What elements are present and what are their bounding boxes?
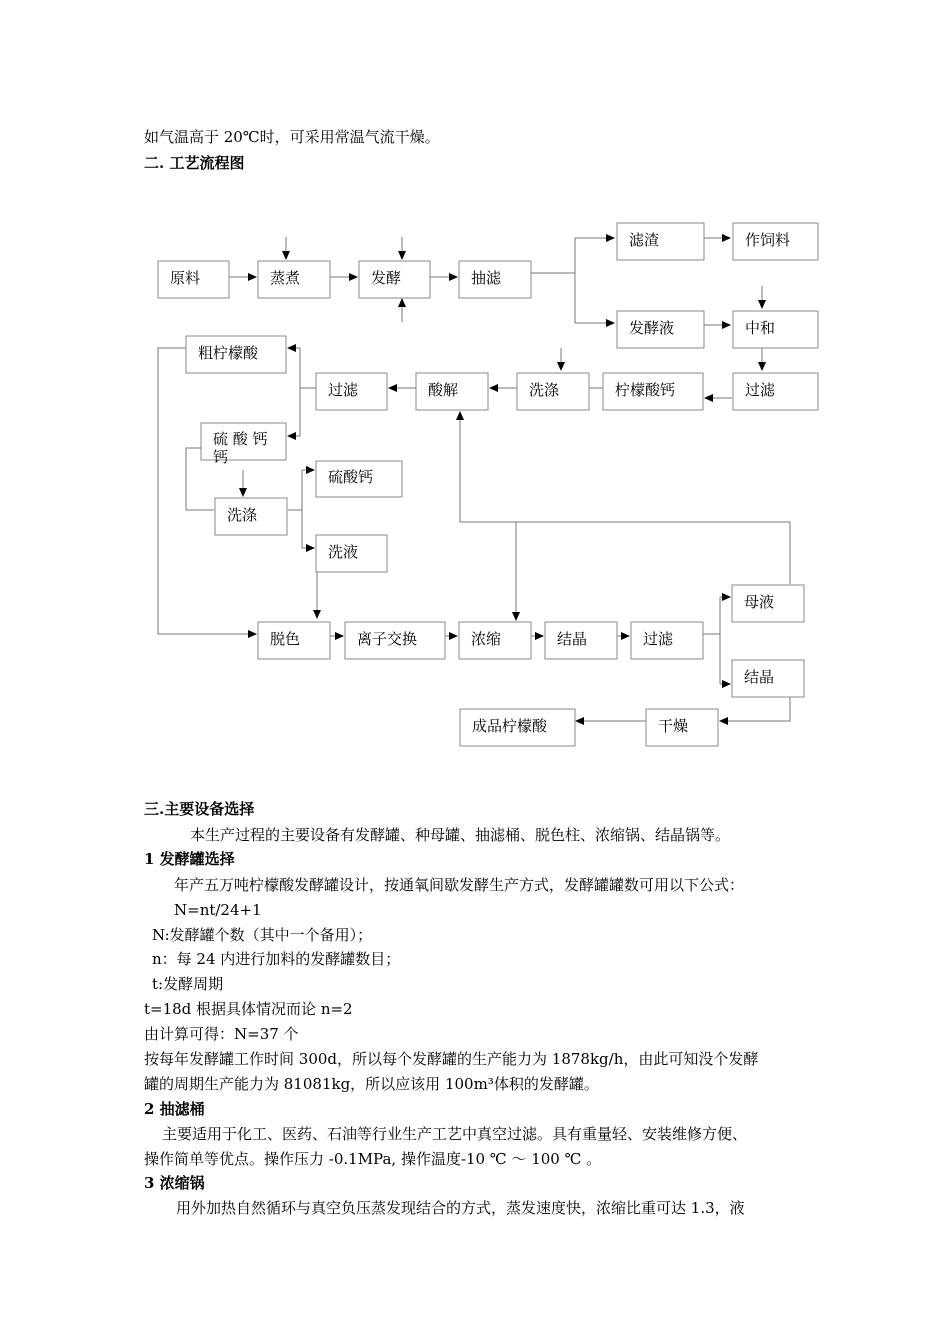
node-label: 发酵 [371,269,402,287]
line-jiejing2-ganzao [720,697,790,721]
node-chengpin [460,709,575,746]
node-label: 抽滤 [471,269,502,287]
definition-t: t:发酵周期 [152,975,224,993]
node-zhengzhu [258,261,330,298]
node-label: 原料 [170,269,201,287]
node-muye [732,585,804,622]
node-guolv-bottom [631,622,703,659]
fermenter-formula: N=nt/24+1 [174,901,262,919]
node-label: 离子交换 [357,630,418,648]
section-title-process-flow: 二. 工艺流程图 [144,154,245,172]
node-jiejing-1 [545,622,617,659]
subsection-title-filter-bucket: 2 抽滤桶 [144,1100,205,1118]
equipment-paragraph: 本生产过程的主要设备有发酵罐、种母罐、抽滤桶、脱色柱、浓缩锅、结晶锅等。 [190,826,731,844]
node-nongsuo [459,622,531,659]
node-label: 中和 [745,319,776,337]
evaporator-line-1: 用外加热自然循环与真空负压蒸发现结合的方式，蒸发速度快，浓缩比重可达 1.3，液 [176,1199,745,1217]
node-guolv-right [733,373,818,410]
calculation-result: 由计算可得：N=37 个 [144,1025,299,1043]
node-label: 作饲料 [745,231,791,249]
node-xiye [316,535,387,572]
node-label: 过滤 [643,630,674,648]
intro-line: 如气温高于 20℃时，可采用常温气流干燥。 [144,128,440,146]
node-cu-ningmengsuan [186,336,286,373]
definition-N: N:发酵罐个数（其中一个备用）； [152,926,373,944]
subsection-title-evaporator: 3 浓缩锅 [144,1174,205,1192]
node-label: 过滤 [745,381,776,399]
node-label: 母液 [744,593,775,611]
node-ningmengsuangai [603,373,703,410]
node-label-line2: 钙 [213,448,229,466]
node-label: 成品柠檬酸 [472,717,548,735]
node-label: 浓缩 [471,630,502,648]
node-label: 酸解 [428,381,459,399]
node-label: 发酵液 [629,319,675,337]
node-label: 洗涤 [529,381,560,399]
subsection-title-fermenter: 1 发酵罐选择 [144,850,235,868]
node-label: 蒸煮 [270,269,301,287]
fermenter-paragraph: 年产五万吨柠檬酸发酵罐设计，按通氧间歇发酵生产方式，发酵罐罐数可用以下公式： [174,876,745,894]
node-xidi-2 [215,498,287,535]
node-label: 脱色 [270,630,301,648]
node-label-line1: 硫 酸 钙 [213,430,268,448]
node-label: 过滤 [328,381,359,399]
node-label: 粗柠檬酸 [198,344,259,362]
node-ganzao [646,709,718,746]
node-zhonghe [733,311,818,348]
node-lvzha [617,223,704,260]
node-liusuangai-a [201,423,286,466]
node-label: 柠檬酸钙 [615,381,676,399]
node-jiejing-2 [732,660,804,697]
node-suanjie [416,373,488,410]
node-label: 结晶 [557,630,588,648]
filter-bucket-line-1: 主要适用于化工、医药、石油等行业生产工艺中真空过滤。具有重量轻、安装维修方便、 [162,1125,748,1143]
node-yuanliao [158,261,229,298]
capacity-line-2: 罐的周期生产能力为 81081kg，所以应该用 100m³体积的发酵罐。 [144,1075,599,1093]
node-fajiaoye [617,311,704,348]
node-zuosiliao [733,223,818,260]
node-xidi-1 [517,373,589,410]
node-label: 洗涤 [227,506,258,524]
t-value-line: t=18d 根据具体情况而论 n=2 [144,1000,353,1018]
node-label: 滤渣 [629,231,660,249]
node-guolv-left [316,373,387,410]
node-fajiao [359,261,430,298]
node-label: 干燥 [658,717,689,735]
definition-n: n：每 24 内进行加料的发酵罐数目； [152,950,401,968]
node-label: 洗液 [328,543,359,561]
node-tuose [258,622,330,659]
node-liusuangai-b [316,461,402,497]
line-cu-ningmengsuan-tuose [158,348,256,634]
line-muye-suanjie [460,412,790,584]
node-choulv [459,261,531,298]
node-label: 硫酸钙 [328,468,374,486]
node-lizijiaohuan [345,622,445,659]
section-title-equipment: 三.主要设备选择 [144,800,255,818]
filter-bucket-line-2: 操作简单等优点。操作压力 -0.1MPa, 操作温度-10 ℃ ～ 100 ℃ 。 [144,1150,602,1168]
node-label: 结晶 [744,668,775,686]
capacity-line-1: 按每年发酵罐工作时间 300d，所以每个发酵罐的生产能力为 1878kg/h，由此可知没个发酵 [144,1050,759,1068]
